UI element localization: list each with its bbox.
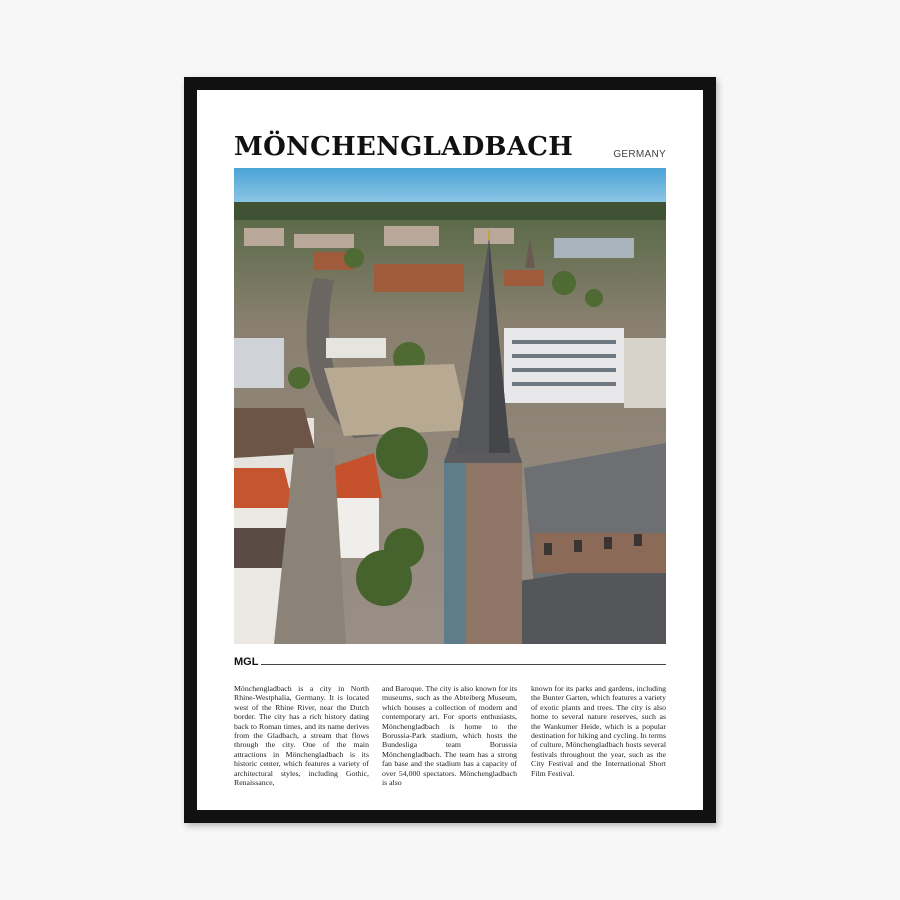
divider-line [261, 664, 666, 665]
city-code: MGL [234, 656, 259, 668]
city-aerial-photo [234, 168, 666, 644]
poster-country: GERMANY [613, 149, 666, 160]
poster-paper [197, 90, 703, 810]
description-column-2: and Baroque. The city is also known for its museums, such as the Abteiberg Museum, which houses a collection of modern and contemporary art. For sports enthusiasts, Mönchengladbach is home to the Borussia-Park stadium, which hosts the Bundesliga team Borussia Mönchengladbach. The team has a strong fan base and the stadium has a capacity of over 54,000 spectators. Mönchengladbach is also [382, 684, 517, 788]
description-column-3: known for its parks and gardens, including the Bunter Garten, which features a variety of exotic plants and trees. The city is also home to several nature reserves, such as the Wankumer Heide, which is a popular destination for hiking and cycling. In terms of culture, Mönchengladbach hosts several festivals throughout the year, such as the City Festival and the International Short Film Festival. [531, 684, 666, 778]
poster-title: MÖNCHENGLADBACH [234, 132, 574, 162]
description-column-1: Mönchengladbach is a city in North Rhine-Westphalia, Germany. It is located west of the Rhine River, near the Dutch border. The city has a rich history dating back to Roman times, and its name derives from the Gladbach, a stream that flows through the city. One of the main attractions in Mönchengladbach is its historic center, which features a variety of architectural styles, including Gothic, Renaissance, [234, 684, 369, 788]
